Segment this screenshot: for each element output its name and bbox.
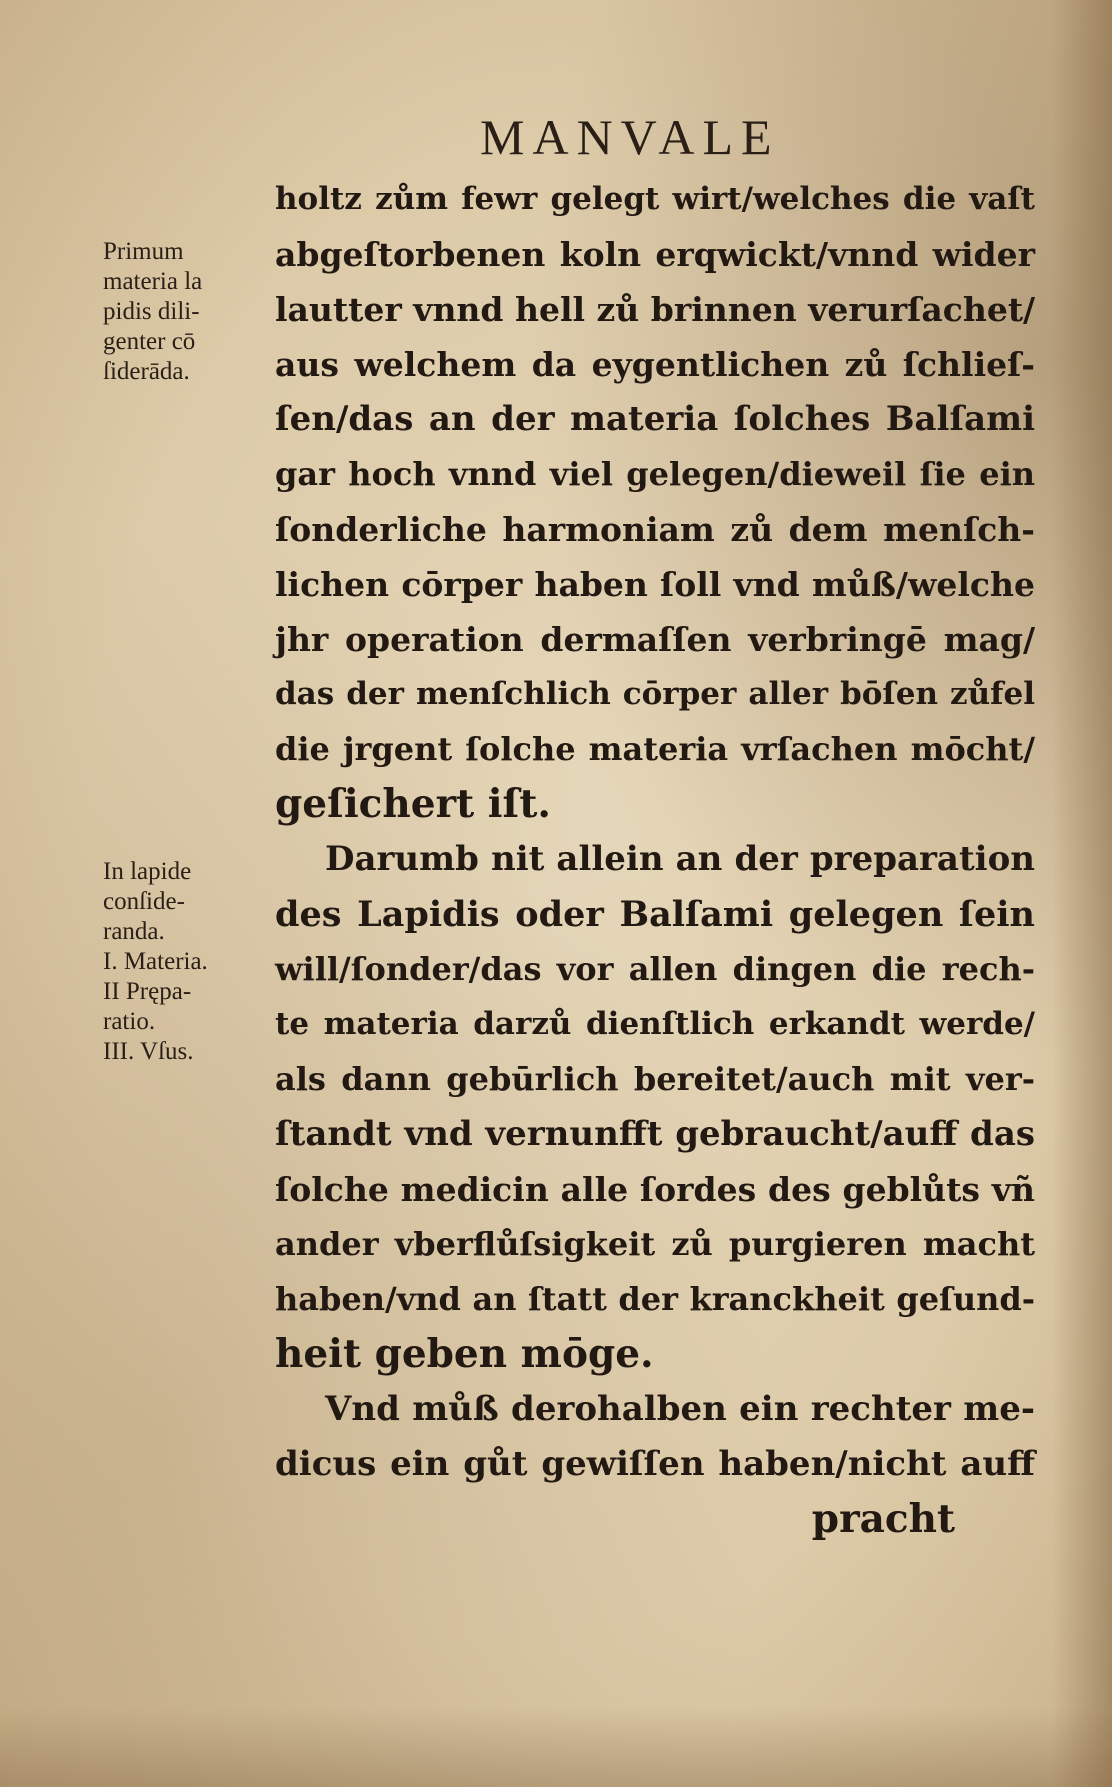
catchword: pracht <box>811 1496 955 1542</box>
text-line: haben/vnd an ſtatt der kranckheit geſund- <box>275 1280 1035 1318</box>
text-line: gar hoch vnnd viel gelegen/dieweil ſie ein <box>275 455 1035 493</box>
text-line: die jrgent ſolche materia vrſachen mōcht/ <box>275 730 1035 768</box>
text-line: will/ſonder/das vor allen dingen die rech- <box>275 950 1035 988</box>
text-line: ander vberflůſsigkeit zů purgieren macht <box>275 1225 1035 1263</box>
page-edge-shadow <box>1052 0 1112 1787</box>
text-line: aus welchem da eygentlichen zů ſchlieſ- <box>275 345 1035 384</box>
marginal-note-1 <box>103 237 202 387</box>
page-bottom-shadow <box>0 1707 1112 1787</box>
text-line: das der menſchlich cōrper aller bōſen zůfel <box>275 676 1035 712</box>
marginal-line: ſiderāda. <box>103 358 190 385</box>
text-line: heit geben mōge. <box>275 1331 654 1377</box>
marginal-note-2 <box>103 857 208 1067</box>
text-line: holtz zům fewr gelegt wirt/welches die vaſt <box>275 181 1035 217</box>
text-line: als dann gebūrlich bereitet/auch mit ver- <box>275 1060 1035 1098</box>
text-line: lichen cōrper haben ſoll vnd můß/welche <box>275 565 1035 604</box>
text-line: abgeſtorbenen koln erqwickt/vnnd wider <box>275 235 1035 274</box>
text-line: des Lapidis oder Balſami gelegen ſein <box>275 894 1035 935</box>
text-line: lautter vnnd hell zů brinnen verurſachet/ <box>275 290 1036 329</box>
marginal-line: II Prępa- <box>103 978 192 1005</box>
text-line: ſtandt vnd vernunfft gebraucht/auff das <box>275 1114 1035 1154</box>
running-head: MANVALE <box>480 109 780 165</box>
text-line: ſolche medicin alle ſordes des geblůts vñ <box>275 1170 1035 1209</box>
marginal-line: genter cō <box>103 328 196 355</box>
text-line: te materia darzů dienſtlich erkandt werde/ <box>275 1006 1035 1042</box>
body-text <box>275 172 1035 1547</box>
text-line: Darumb nit allein an der preparation <box>325 839 1035 879</box>
marginal-line: III. Vſus. <box>103 1038 194 1065</box>
marginal-line: conſide- <box>103 888 185 915</box>
marginal-line: Primum <box>103 238 184 265</box>
text-line: geſichert iſt. <box>275 781 551 827</box>
marginal-line: pidis dili- <box>103 298 200 325</box>
marginal-line: randa. <box>103 918 165 945</box>
text-line: ſen/das an der materia ſolches Balſami <box>275 399 1035 439</box>
text-line: dicus ein gůt gewiſſen haben/nicht auff <box>275 1444 1035 1484</box>
marginal-line: materia la <box>103 268 203 295</box>
marginal-line: In lapide <box>103 858 192 885</box>
marginal-line: ratio. <box>103 1008 156 1035</box>
marginal-line: I. Materia. <box>103 948 208 975</box>
text-line: ſonderliche harmoniam zů dem menſch- <box>275 510 1035 549</box>
text-line: Vnd můß derohalben ein rechter me- <box>325 1389 1035 1429</box>
text-line: jhr operation dermaſſen verbringē mag/ <box>275 620 1035 659</box>
